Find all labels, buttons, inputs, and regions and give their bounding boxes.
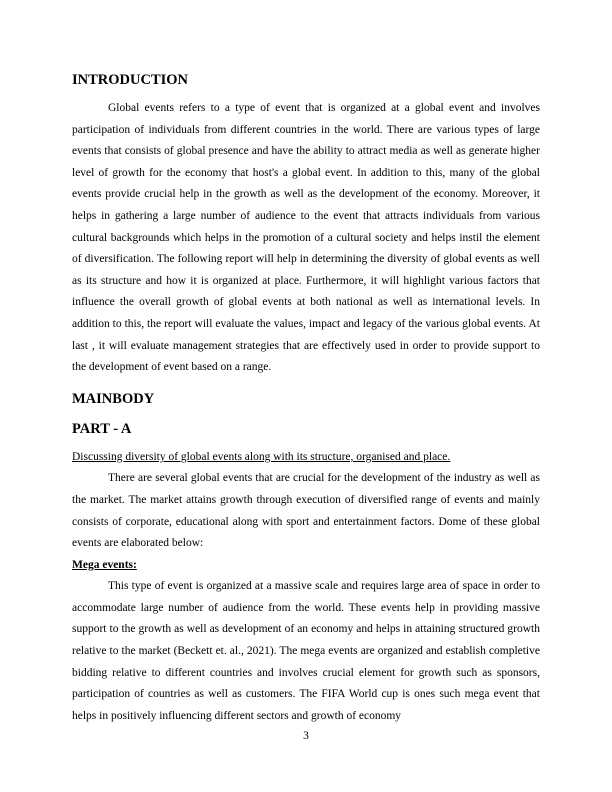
mainbody-heading: MAINBODY	[72, 390, 155, 407]
mega-events-heading: Mega events:	[72, 558, 137, 571]
page-number: 3	[303, 730, 309, 742]
mega-events-paragraph: This type of event is organized at a massive scale and requires large area of space in order to accommodate large number of audience from the world. These events help in providing massive support to the growth as well as development of an economy and helps in attaining structured growth relative to the market (Beckett et. al., 2021). The mega events are organized and establish completive bidding relative to different countries and involves crucial element for growth such as sponsors, participation of countries as well as customers. The FIFA World cup is ones such mega event that helps in positively influencing different sectors and growth of economy	[72, 580, 540, 722]
part-a-heading: PART - A	[72, 420, 132, 437]
part-a-subheading: Discussing diversity of global events along with its structure, organised and place.	[72, 450, 451, 463]
page-content	[72, 68, 540, 727]
introduction-paragraph: Global events refers to a type of event that is organized at a global event and involves participation of individuals from different countries in the world. There are various types of large events that consists of global presence and have the ability to attract media as well as generate higher level of growth for the economy that host's a global event. In addition to this, many of the global events provide crucial help in the growth as well as the development of the economy. Moreover, it helps in gathering a large number of audience to the event that attracts individuals from various cultural backgrounds which helps in the promotion of a cultural society and helps instil the element of diversification. The following report will help in determining the diversity of global events as well as its structure and how it is organized at place. Furthermore, it will highlight various factors that influence the overall growth of global events at both national as well as international levels. In addition to this, the report will evaluate the values, impact and legacy of the various global events. At last , it will evaluate management strategies that are effectively used in order to provide support to the development of event based on a range.	[72, 102, 540, 374]
introduction-heading: INTRODUCTION	[72, 72, 189, 88]
part-a-paragraph: There are several global events that are crucial for the development of the industry as well as the market. The market attains growth through execution of diversified range of events and mainly consists of corporate, educational along with sport and entertainment factors. Dome of these global events are elaborated below:	[72, 472, 540, 550]
